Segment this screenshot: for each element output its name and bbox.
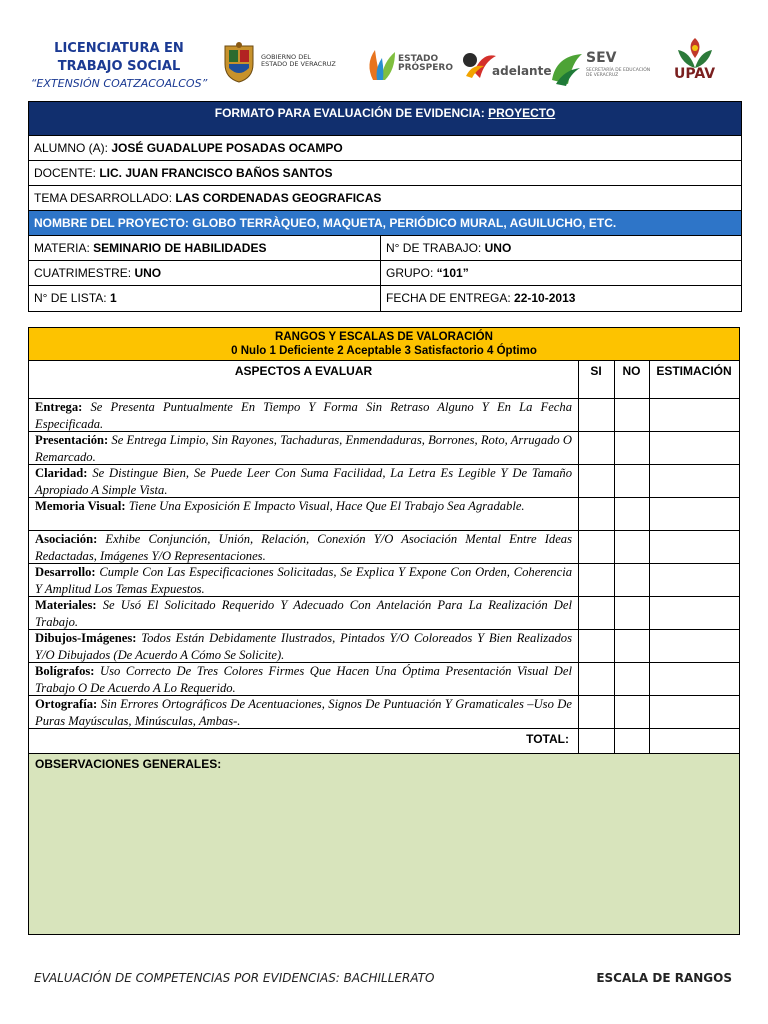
fecha-value: 22-10-2013: [514, 291, 576, 305]
criteria-row: [29, 597, 739, 630]
materia-value: SEMINARIO DE HABILIDADES: [93, 241, 267, 255]
column-header-row: [29, 361, 739, 399]
proyecto-name: NOMBRE DEL PROYECTO: GLOBO TERRÀQUEO, MAQUETA, PERIÓDICO MURAL, AGUILUCHO, ETC.: [34, 216, 617, 230]
lista-label: N° DE LISTA:: [34, 291, 110, 305]
criteria-row: [29, 663, 739, 696]
criteria-desc: Se Presenta Puntualmente En Tiempo Y Forma Sin Retraso Alguno Y En La Fecha Especificada.: [35, 400, 572, 431]
no-cell[interactable]: [614, 597, 615, 629]
evaluation-table: [28, 327, 740, 935]
observaciones-label: OBSERVACIONES GENERALES:: [35, 757, 222, 771]
header-subtitle: “EXTENSIÓN COATZACOALCOS”: [30, 77, 208, 90]
criteria-name: Asociación:: [35, 532, 98, 546]
criteria-name: Ortografía:: [35, 697, 98, 711]
si-cell[interactable]: [578, 663, 579, 695]
header-title-line2: TRABAJO SOCIAL: [57, 59, 181, 74]
header-title: [30, 40, 208, 76]
docente-row: [29, 161, 741, 186]
criteria-name: Dibujos-Imágenes:: [35, 631, 137, 645]
criteria-row: [29, 531, 739, 564]
criteria-row: [29, 498, 739, 531]
criteria-row: [29, 465, 739, 498]
criteria-desc: Cumple Con Las Especificaciones Solicitadas, Se Explica Y Expone Con Orden, Coherencia Y Amplitud Los Temas Expuestos.: [35, 565, 572, 596]
cuatrimestre-value: UNO: [134, 266, 162, 280]
total-row: [29, 729, 739, 754]
veracruz-text-2: ESTADO DE VERACRUZ: [261, 60, 336, 68]
criteria-desc: Tiene Una Exposición E Impacto Visual, Hace Que El Trabajo Sea Agradable.: [128, 499, 525, 513]
rangos-scale: 0 Nulo 1 Deficiente 2 Aceptable 3 Satisfactorio 4 Óptimo: [231, 345, 537, 357]
alumno-value: JOSÉ GUADALUPE POSADAS OCAMPO: [111, 141, 343, 155]
no-cell[interactable]: [614, 564, 615, 596]
footer-left: EVALUACIÓN DE COMPETENCIAS POR EVIDENCIAS: BACHILLERATO: [34, 971, 435, 985]
no-cell[interactable]: [614, 696, 615, 728]
sev-sub-2: DE VERACRUZ: [586, 73, 619, 78]
estimacion-cell[interactable]: [649, 465, 650, 497]
lista-row: [29, 286, 741, 311]
adelante-text: adelante: [492, 64, 552, 78]
estimacion-cell[interactable]: [649, 663, 650, 695]
criteria-text: [35, 663, 572, 696]
criteria-name: Bolígrafos:: [35, 664, 95, 678]
si-cell[interactable]: [578, 597, 579, 629]
upav-logo: [672, 36, 718, 82]
alumno-label: ALUMNO (A):: [34, 141, 112, 155]
materia-label: MATERIA:: [34, 241, 94, 255]
si-cell[interactable]: [578, 531, 579, 563]
trabajo-label: N° DE TRABAJO:: [386, 241, 485, 255]
proyecto-row: [29, 211, 741, 236]
upav-text: UPAV: [674, 66, 716, 82]
sev-text: SEV: [586, 50, 617, 66]
estimacion-cell[interactable]: [649, 432, 650, 464]
rangos-header: [29, 328, 739, 361]
criteria-desc: Sin Errores Ortográficos De Acentuaciones, Signos De Puntuación Y Gramaticales –Uso De Puras Mayúsculas, Minúsculas, Ambas-.: [35, 697, 572, 728]
criteria-name: Presentación:: [35, 433, 109, 447]
criteria-desc: Uso Correcto De Tres Colores Firmes Que Hacen Una Óptima Presentación Visual Del Trabajo O De Acuerdo A Lo Requerido.: [35, 664, 572, 695]
lista-value: 1: [109, 291, 117, 305]
trabajo-value: UNO: [484, 241, 512, 255]
criteria-desc: Se Distingue Bien, Se Puede Leer Con Suma Facilidad, La Letra Es Legible Y De Tamaño Apropiado A Simple Vista.: [35, 466, 572, 497]
grupo-value: “101”: [436, 266, 469, 280]
criteria-text: [35, 465, 572, 498]
col-estimacion: ESTIMACIÓN: [656, 364, 732, 378]
estimacion-cell[interactable]: [649, 399, 650, 431]
observaciones-box[interactable]: [29, 754, 739, 934]
estimacion-cell[interactable]: [649, 696, 650, 728]
alumno-row: [29, 136, 741, 161]
cuatrimestre-label: CUATRIMESTRE:: [34, 266, 135, 280]
criteria-row: [29, 399, 739, 432]
si-cell[interactable]: [578, 630, 579, 662]
criteria-row: [29, 432, 739, 465]
no-cell[interactable]: [614, 531, 615, 563]
prospero-text-2: PRÓSPERO: [398, 63, 453, 73]
criteria-text: [35, 399, 572, 432]
sev-leaf-icon: [550, 50, 586, 86]
col-si: SI: [590, 364, 602, 378]
fecha-label: FECHA DE ENTREGA:: [386, 291, 515, 305]
criteria-name: Materiales:: [35, 598, 97, 612]
no-cell[interactable]: [614, 663, 615, 695]
criteria-text: [35, 498, 572, 515]
tema-value: LAS CORDENADAS GEOGRAFICAS: [175, 191, 382, 205]
criteria-name: Memoria Visual:: [35, 499, 126, 513]
form-title-row: [29, 102, 741, 136]
tema-row: [29, 186, 741, 211]
criteria-desc: Todos Están Debidamente Ilustrados, Pintados Y/O Coloreados Y Bien Realizados Y/O Dibujados (De Acuerdo A Cómo Se Solicite).: [35, 631, 572, 662]
si-cell[interactable]: [578, 696, 579, 728]
estado-prospero-logo: [365, 46, 397, 87]
adelante-logo: [462, 50, 552, 85]
criteria-row: [29, 630, 739, 663]
docente-label: DOCENTE:: [34, 166, 100, 180]
criteria-text: [35, 696, 572, 729]
upav-flower-icon: [672, 36, 718, 70]
info-table: [28, 101, 742, 312]
criteria-text: [35, 432, 572, 465]
criteria-row: [29, 564, 739, 597]
no-cell[interactable]: [614, 465, 615, 497]
criteria-name: Claridad:: [35, 466, 88, 480]
criteria-text: [35, 630, 572, 663]
no-cell[interactable]: [614, 432, 615, 464]
docente-value: LIC. JUAN FRANCISCO BAÑOS SANTOS: [99, 166, 333, 180]
veracruz-text-1: GOBIERNO DEL: [261, 53, 311, 61]
criteria-list: [29, 399, 739, 729]
cuatrimestre-row: [29, 261, 741, 286]
footer-right: ESCALA DE RANGOS: [596, 971, 732, 985]
prospero-text-1: ESTADO: [398, 54, 439, 64]
form-title: FORMATO PARA EVALUACIÓN DE EVIDENCIA:: [214, 106, 489, 120]
si-cell[interactable]: [578, 498, 579, 530]
criteria-text: [35, 564, 572, 597]
flame-leaf-icon: [365, 46, 397, 82]
veracruz-logo: [220, 42, 258, 89]
si-cell[interactable]: [578, 465, 579, 497]
sev-sub-1: SECRETARÍA DE EDUCACIÓN: [586, 68, 651, 73]
sev-logo: [550, 50, 651, 91]
tema-label: TEMA DESARROLLADO:: [34, 191, 176, 205]
no-cell[interactable]: [614, 630, 615, 662]
col-aspectos: ASPECTOS A EVALUAR: [234, 364, 373, 378]
col-no: NO: [622, 364, 641, 378]
estimacion-cell[interactable]: [649, 630, 650, 662]
estimacion-cell[interactable]: [649, 597, 650, 629]
criteria-text: [35, 597, 572, 630]
criteria-desc: Se Usó El Solicitado Requerido Y Adecuado Con Antelación Para La Realización Del Trabajo.: [35, 598, 572, 629]
criteria-name: Desarrollo:: [35, 565, 96, 579]
rangos-title: RANGOS Y ESCALAS DE VALORACIÓN: [275, 331, 493, 343]
header-title-line1: LICENCIATURA EN: [54, 41, 184, 56]
criteria-desc: Exhibe Conjunción, Unión, Relación, Conexión Y/O Asociación Mental Entre Ideas Redactadas, Imágenes Y/O Representaciones.: [35, 532, 572, 563]
coat-of-arms-icon: [220, 42, 258, 84]
criteria-name: Entrega:: [35, 400, 83, 414]
grupo-label: GRUPO:: [386, 266, 437, 280]
si-cell[interactable]: [578, 432, 579, 464]
si-cell[interactable]: [578, 564, 579, 596]
criteria-desc: Se Entrega Limpio, Sin Rayones, Tachaduras, Enmendaduras, Borrones, Roto, Arrugado O Remarcado.: [35, 433, 572, 464]
no-cell[interactable]: [614, 399, 615, 431]
si-cell[interactable]: [578, 399, 579, 431]
form-title-type: PROYECTO: [488, 106, 556, 120]
criteria-text: [35, 531, 572, 564]
estimacion-cell[interactable]: [649, 531, 650, 563]
materia-row: [29, 236, 741, 261]
no-cell[interactable]: [614, 498, 615, 530]
adelante-icon: [462, 50, 496, 80]
total-label: TOTAL:: [526, 732, 569, 746]
criteria-row: [29, 696, 739, 729]
estimacion-cell[interactable]: [649, 498, 650, 530]
estimacion-cell[interactable]: [649, 564, 650, 596]
